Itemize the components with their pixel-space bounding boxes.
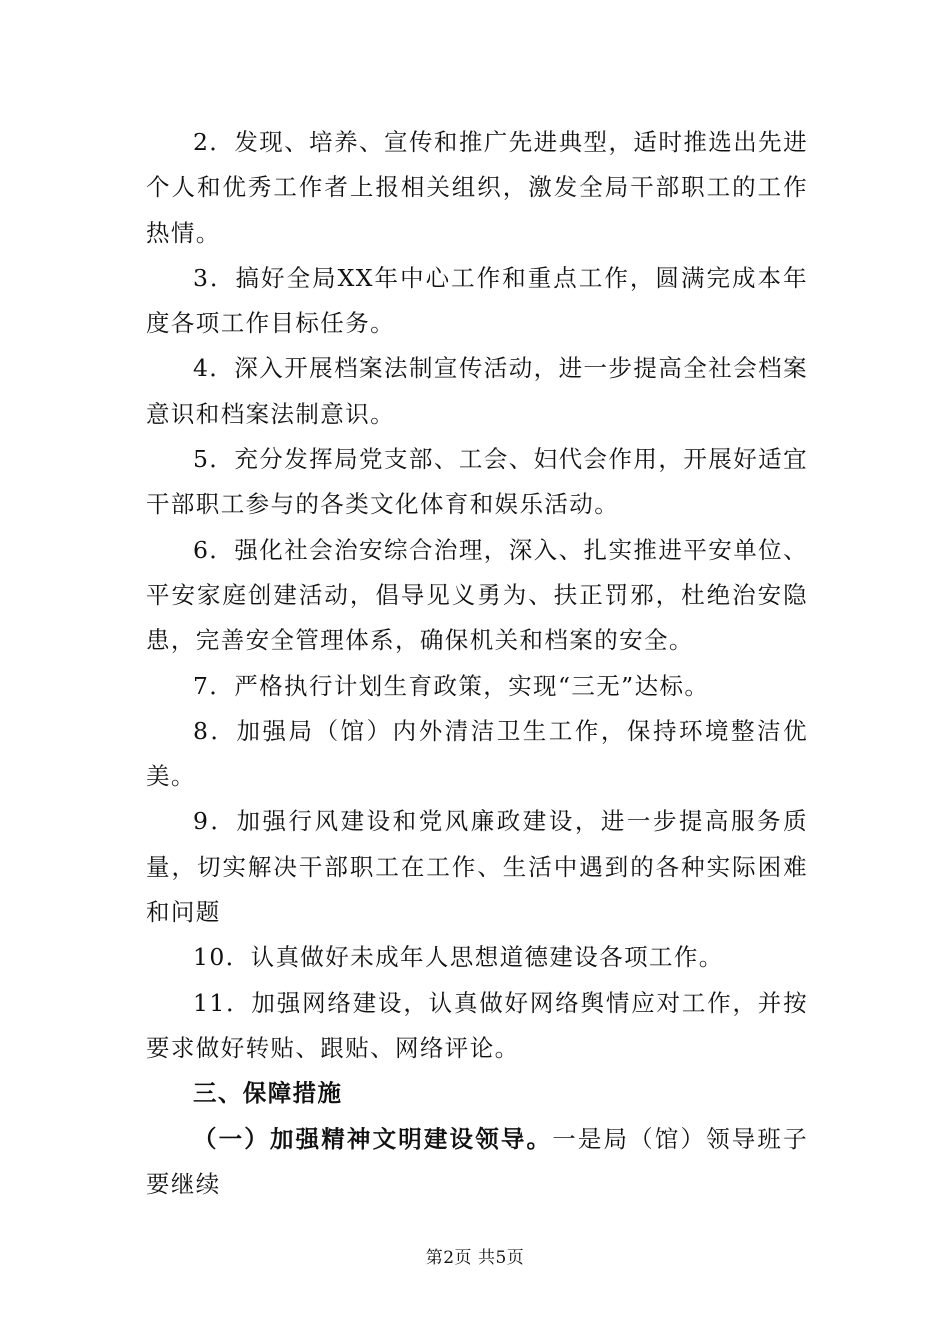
list-item: 5．充分发挥局党支部、工会、妇代会作用，开展好适宜干部职工参与的各类文化体育和娱乐活动。	[146, 445, 808, 519]
list-item: 2．发现、培养、宣传和推广先进典型，适时推选出先进个人和优秀工作者上报相关组织，激发全局干部职工的工作热情。	[146, 128, 808, 247]
list-item: 4．深入开展档案法制宣传活动，进一步提高全社会档案意识和档案法制意识。	[146, 354, 808, 428]
page-number-footer: 第2页 共5页	[425, 1248, 525, 1268]
list-item: 10．认真做好未成年人思想道德建设各项工作。	[193, 943, 724, 972]
subsection-heading: （一）加强精神文明建设领导。	[193, 1124, 553, 1153]
list-item: 6．强化社会治安综合治理，深入、扎实推进平安单位、平安家庭创建活动，倡导见义勇为、扶正罚邪，杜绝治安隐患，完善安全管理体系，确保机关和档案的安全。	[146, 535, 808, 655]
list-item: 8．加强局（馆）内外清洁卫生工作，保持环境整洁优美。	[146, 716, 808, 791]
list-item: 11．加强网络建设，认真做好网络舆情应对工作，并按要求做好转贴、跟贴、网络评论。	[146, 988, 808, 1062]
list-item: 7．严格执行计划生育政策，实现“三无”达标。	[193, 671, 710, 700]
document-body	[146, 120, 808, 1207]
list-item: 3．搞好全局XX年中心工作和重点工作，圆满完成本年度各项工作目标任务。	[146, 263, 808, 338]
subsection-text: 一是局（馆）领导班子要继续	[146, 1124, 808, 1198]
subsection-paragraph	[146, 1117, 808, 1208]
list-item: 9．加强行风建设和党风廉政建设，进一步提高服务质量，切实解决干部职工在工作、生活中遇到的各种实际困难和问题	[146, 807, 808, 927]
section-heading: 三、保障措施	[193, 1079, 343, 1108]
